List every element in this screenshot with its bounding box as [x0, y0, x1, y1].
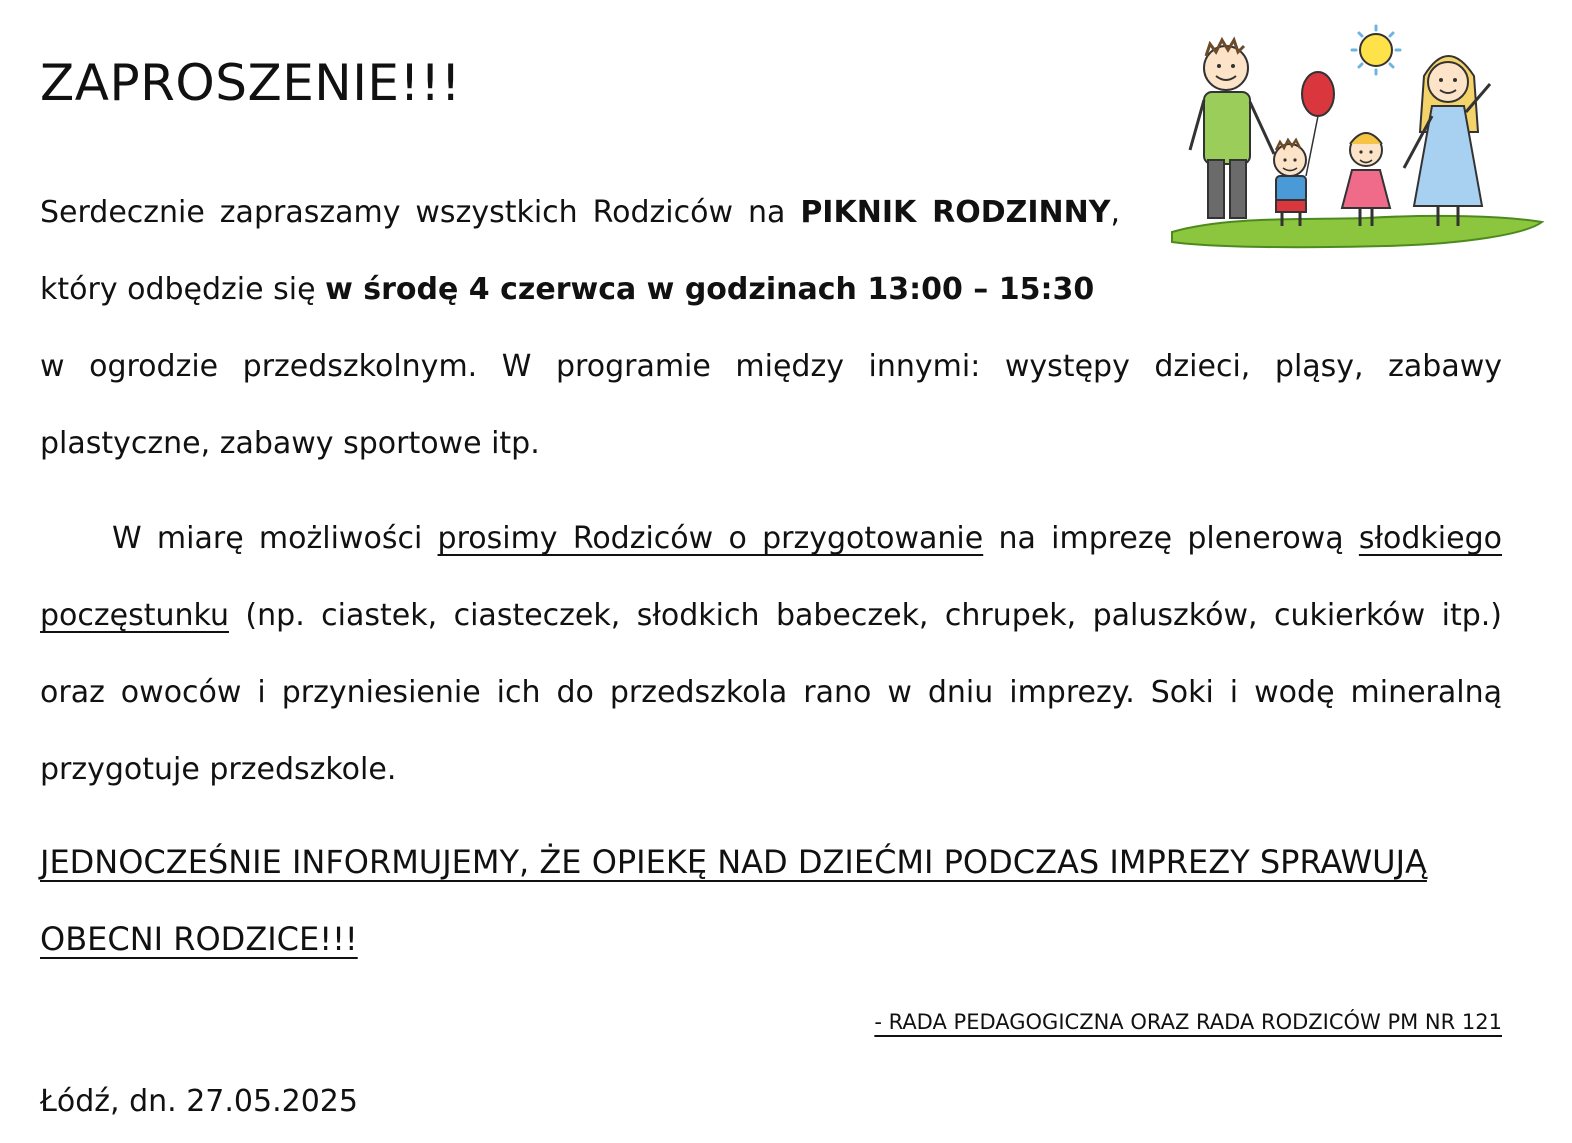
intro-paragraph: [40, 174, 1502, 482]
picnic-name: PIKNIK RODZINNY: [800, 195, 1111, 230]
request-text-3: na imprezę plenerową: [983, 521, 1359, 556]
request-text-5: (np. ciastek, ciasteczek, słodkich babeczek, chrupek, paluszków, cukierków itp.) oraz owoców i przyniesienie ich do przedszkola rano w dniu imprezy. Soki i wodę mineralną przygotuje przedszkole.: [40, 598, 1502, 787]
sweet-treat-highlight: słodkiego poczęstunku: [40, 521, 1502, 633]
intro-first-lines: [40, 174, 1120, 328]
request-paragraph: [40, 500, 1502, 808]
intro-text-1: Serdecznie zapraszamy wszystkich Rodziców na: [40, 195, 801, 230]
request-highlight: prosimy Rodziców o przygotowanie: [437, 521, 984, 556]
signature: - RADA PEDAGOGICZNA ORAZ RADA RODZICÓW PM NR 121: [874, 1010, 1502, 1034]
event-date-time: w środę 4 czerwca w godzinach 13:00 – 15:30: [325, 272, 1095, 307]
place-and-date: Łódź, dn. 27.05.2025: [40, 1084, 358, 1119]
invitation-title: ZAPROSZENIE!!!: [40, 54, 462, 112]
intro-text-5: w ogrodzie przedszkolnym. W programie między innymi: występy dzieci, pląsy, zabawy plastyczne, zabawy sportowe itp.: [40, 349, 1502, 461]
intro-text-3: , który odbędzie się: [40, 195, 1120, 307]
parental-supervision-notice: JEDNOCZEŚNIE INFORMUJEMY, ŻE OPIEKĘ NAD DZIEĆMI PODCZAS IMPREZY SPRAWUJĄ OBECNI RODZICE!!!: [40, 843, 1427, 958]
request-text-1: W miarę możliwości: [112, 521, 438, 556]
